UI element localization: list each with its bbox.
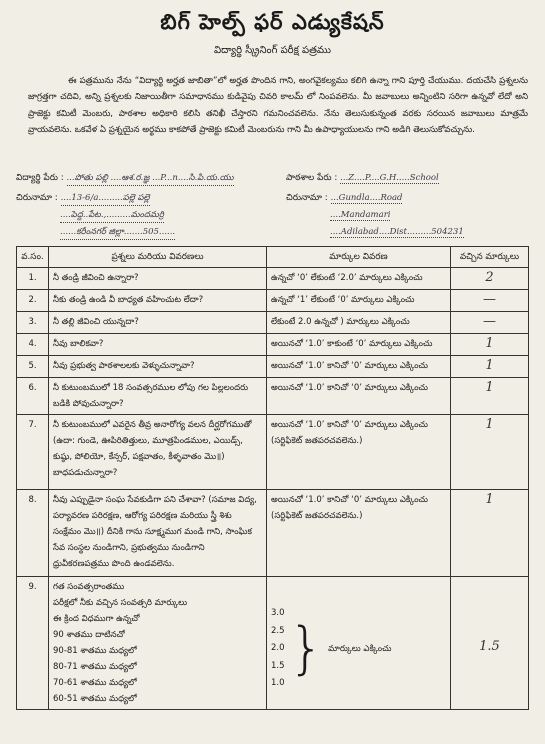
row-number: 4. [17,334,49,356]
address-line-3 [60,227,175,240]
row-question: నీ తల్లి జీవించి యున్నదా? [49,312,267,334]
row-marks: లేకుంటే 2.0 ఉన్నచో ) మార్కులు ఎక్కించు [267,312,451,334]
row-score[interactable] [451,356,529,378]
score-value: 2 [485,270,494,285]
student-name-value: ...పోతు పల్లి ....ఆశ.ర.జ్ఞ ...P...n....సి.పి.య.యు [67,173,234,186]
points-item: 1.0 [271,678,285,688]
row-number: 7. [17,415,49,490]
header-serial: వ.సం. [17,247,49,268]
points-item: 3.0 [271,608,285,618]
table-row [17,334,529,356]
row-question: నీ కుటుంబములో ఎవరైన తీవ్ర అనారోగ్య వలన దీర్ఘరోగముతో (ఉదా: గుండె, ఊపిరితిత్తులు, మూత్రపిండముల, ఎయిడ్స్, కుష్ఠు, పోలియో, కేన్సర్, పక్షవాతం, కీళ్ళవాతం మొ॥) బాధపడుచున్నారా? [49,415,267,490]
score-value: — [483,314,496,329]
screening-table [16,246,529,710]
row-marks: ఉన్నచో ‘0’ లేకుంటే ‘2.0’ మార్కులు ఎక్కించు [267,268,451,290]
row-9-marks-label: మార్కులు ఎక్కించు [328,643,392,654]
student-name-label: విద్యార్థి పేరు [16,173,58,183]
header-questions: ప్రశ్నలు మరియు వివరణలు [49,247,267,268]
address-right-line-3 [330,227,464,238]
score-value: 1 [485,492,494,507]
range-item: 70-61 శాతము మధ్యలో [53,678,137,688]
row-9-question [49,577,267,710]
score-value: 1 [485,380,494,395]
header-marks-received: వచ్చిన మార్కులు [451,247,529,268]
school-name-label: పాఠశాల పేరు [286,173,332,183]
range-item: 60-51 శాతము మధ్యలో [53,694,137,704]
address-line: చిరునామా : ....13-6/a.........పల్లె పల్లె [16,193,150,206]
row-number: 9. [17,577,49,710]
table-row [17,490,529,577]
row-score[interactable] [451,268,529,290]
student-name-line: విద్యార్థి పేరు : ...పోతు పల్లి ....ఆశ.ర.జ్ఞ ...P...n....సి.పి.య.యు [16,173,234,186]
row-score[interactable] [451,312,529,334]
points-item: 2.5 [271,625,285,636]
address-right-line-3-value: ....Adilabad....Dist.........504231 [330,227,464,237]
row-marks: అయినచో ‘1.0’ కానిచో ‘0’ మార్కులు ఎక్కించు [267,356,451,378]
row-score[interactable] [451,415,529,490]
row-marks: అయినచో ‘1.0’ కానిచో ‘0’ మార్కులు ఎక్కించు [267,378,451,415]
table-row [17,415,529,490]
school-name-value: ...Z....P....G.H.....School [340,173,439,183]
points-item: 2.0 [271,643,285,653]
brace-icon: } [288,615,325,681]
row-marks: అయినచో ‘1.0’ కానిచో ‘0’ మార్కులు ఎక్కించు (సర్టిఫికెట్ జతపరచవలెను.) [267,490,451,577]
table-header-row [17,247,529,268]
row-marks: ఉన్నచో ‘1’ లేకుంటే ‘0’ మార్కులు ఎక్కించు [267,290,451,312]
address-right-label: చిరునామా [286,193,322,203]
points-group [271,605,446,693]
points-list [271,605,285,693]
row-number: 5. [17,356,49,378]
row-number: 8. [17,490,49,577]
score-value: 1 [485,417,494,432]
row-score[interactable] [451,490,529,577]
row-question: నీవు బాలికవా? [49,334,267,356]
range-item: 90-81 శాతము మధ్యలో [53,646,137,656]
row-question: నీవు ప్రభుత్వ పాఠశాలలకు వెళ్ళుచున్నావా? [49,356,267,378]
score-value: 1.5 [479,639,500,654]
address-value: ....13-6/a.........పల్లె పల్లె [61,193,150,206]
address-right-line-2-value: ....Mandamari [330,210,391,220]
row-question: నీ కుటుంబములో 18 సంవత్సరముల లోపు గల పిల్లలందరు బడికి పోవుచున్నారా? [49,378,267,415]
row-score[interactable] [451,290,529,312]
score-value: 1 [485,358,494,373]
range-item: 90 శాతము దాటినచో [53,630,125,640]
row-9-line2: పరీక్షలో నీకు వచ్చిన సంవత్సరి మార్కులు [53,598,188,608]
row-9-marks [267,577,451,710]
row-9-line3: ఈ క్రింద విధముగా ఉన్నచో [53,614,140,624]
table-row [17,268,529,290]
range-item: 80-71 శాతము మధ్యలో [53,662,137,672]
row-number: 3. [17,312,49,334]
row-score[interactable] [451,577,529,710]
table-row [17,312,529,334]
address-right-line: చిరునామా : ...Gundla....Road [286,193,403,203]
row-number: 2. [17,290,49,312]
address-right-value: ...Gundla....Road [330,193,403,203]
address-line-2-value: ....పెద్ద..పేట.,.........మందమర్రి [60,210,164,223]
points-item: 1.5 [271,660,285,671]
row-score[interactable] [451,378,529,415]
row-9-title: గత సంవత్సరాంతము [53,582,125,592]
row-number: 1. [17,268,49,290]
instructions-paragraph: ఈ పత్రమును నేను “విద్యార్థి అర్హత జాబితా”లో అర్హత పొందిన గాని, అంగవైకల్యము కలిగి ఉన్నా గాని పూర్తి చేయుము. దయచేసి ప్రశ్నలను జాగ్రత్తగా చదివి, అన్ని ప్రశ్నలకు నిజాయితీగా సమాధానము కుడివైపు చివరి కాలమ్ లో నింపవలెను. మీ జవాబులు అన్నింటిని సరిగా ఉన్నవో లేదో అని ప్రాజెక్టు కమిటీ మెంబరు, పాఠశాల అధికారి కలిసి తనిఖీ చేస్తారని గమనించవలెను. నేను తెలుసుకున్నంత వరకు సరయిన జవాబులు మాత్రమే వ్రాయవలెను. ఒకవేళ ఏ ప్రశ్నయైన అర్థము కాకపోతే ప్రాజెక్టు కమిటీ మెంబరును గాని మీ ఉపాధ్యాయులను గాని అడిగి తెలుసుకోవచ్చును. [28,76,528,135]
address-line-2 [60,210,164,223]
address-right-line-2 [330,210,390,221]
page-title: బిగ్ హెల్ప్ ఫర్ ఎడ్యుకేషన్ [160,10,385,34]
address-line-3-value: ......కరీంనగర్ జిల్లా.......505...... [60,227,175,240]
table-row [17,378,529,415]
row-question: నీకు తండ్రి ఉండి వీ బాధ్యత వహించుట లేదా? [49,290,267,312]
table-row [17,290,529,312]
score-value: — [483,292,496,307]
table-row-9 [17,577,529,710]
row-marks: అయినచో ‘1.0’ కానిచో ‘0’ మార్కులు ఎక్కించు (సర్టిఫికెట్ జతపరచవలెను.) [267,415,451,490]
table-row [17,356,529,378]
row-marks: అయినచో ‘1.0’ కాకుంటే ‘0’ మార్కులు ఎక్కించు [267,334,451,356]
school-name-line: పాఠశాల పేరు : ...Z....P....G.H.....School [286,173,439,183]
row-question: నీ తండ్రి జీవించి ఉన్నారా? [49,268,267,290]
row-number: 6. [17,378,49,415]
row-question: నీవు ఎప్పుడైనా సంఘ సేవకుడిగా పని చేశావా? (సమాజ విద్య, పర్యావరణ పరిరక్షణ, ఆరోగ్య పరిరక్షణ మరియు స్త్రీ శిశు సంక్షేమం మొ॥) దీనికి గాను సూక్ష్మముగ మండి గాని, సాంఘిక సేవ సంస్థల నుండిగాని, ప్రభుత్వము నుండిగాని ధ్రువీకరణపత్రము పొంది ఉండవలెను. [49,490,267,577]
score-value: 1 [485,336,494,351]
row-score[interactable] [451,334,529,356]
address-label: చిరునామా [16,193,52,203]
header-marks-description: మార్కుల వివరణ [267,247,451,268]
page-subtitle: విద్యార్థి స్క్రీనింగ్ పరీక్ష పత్రము [214,45,331,56]
